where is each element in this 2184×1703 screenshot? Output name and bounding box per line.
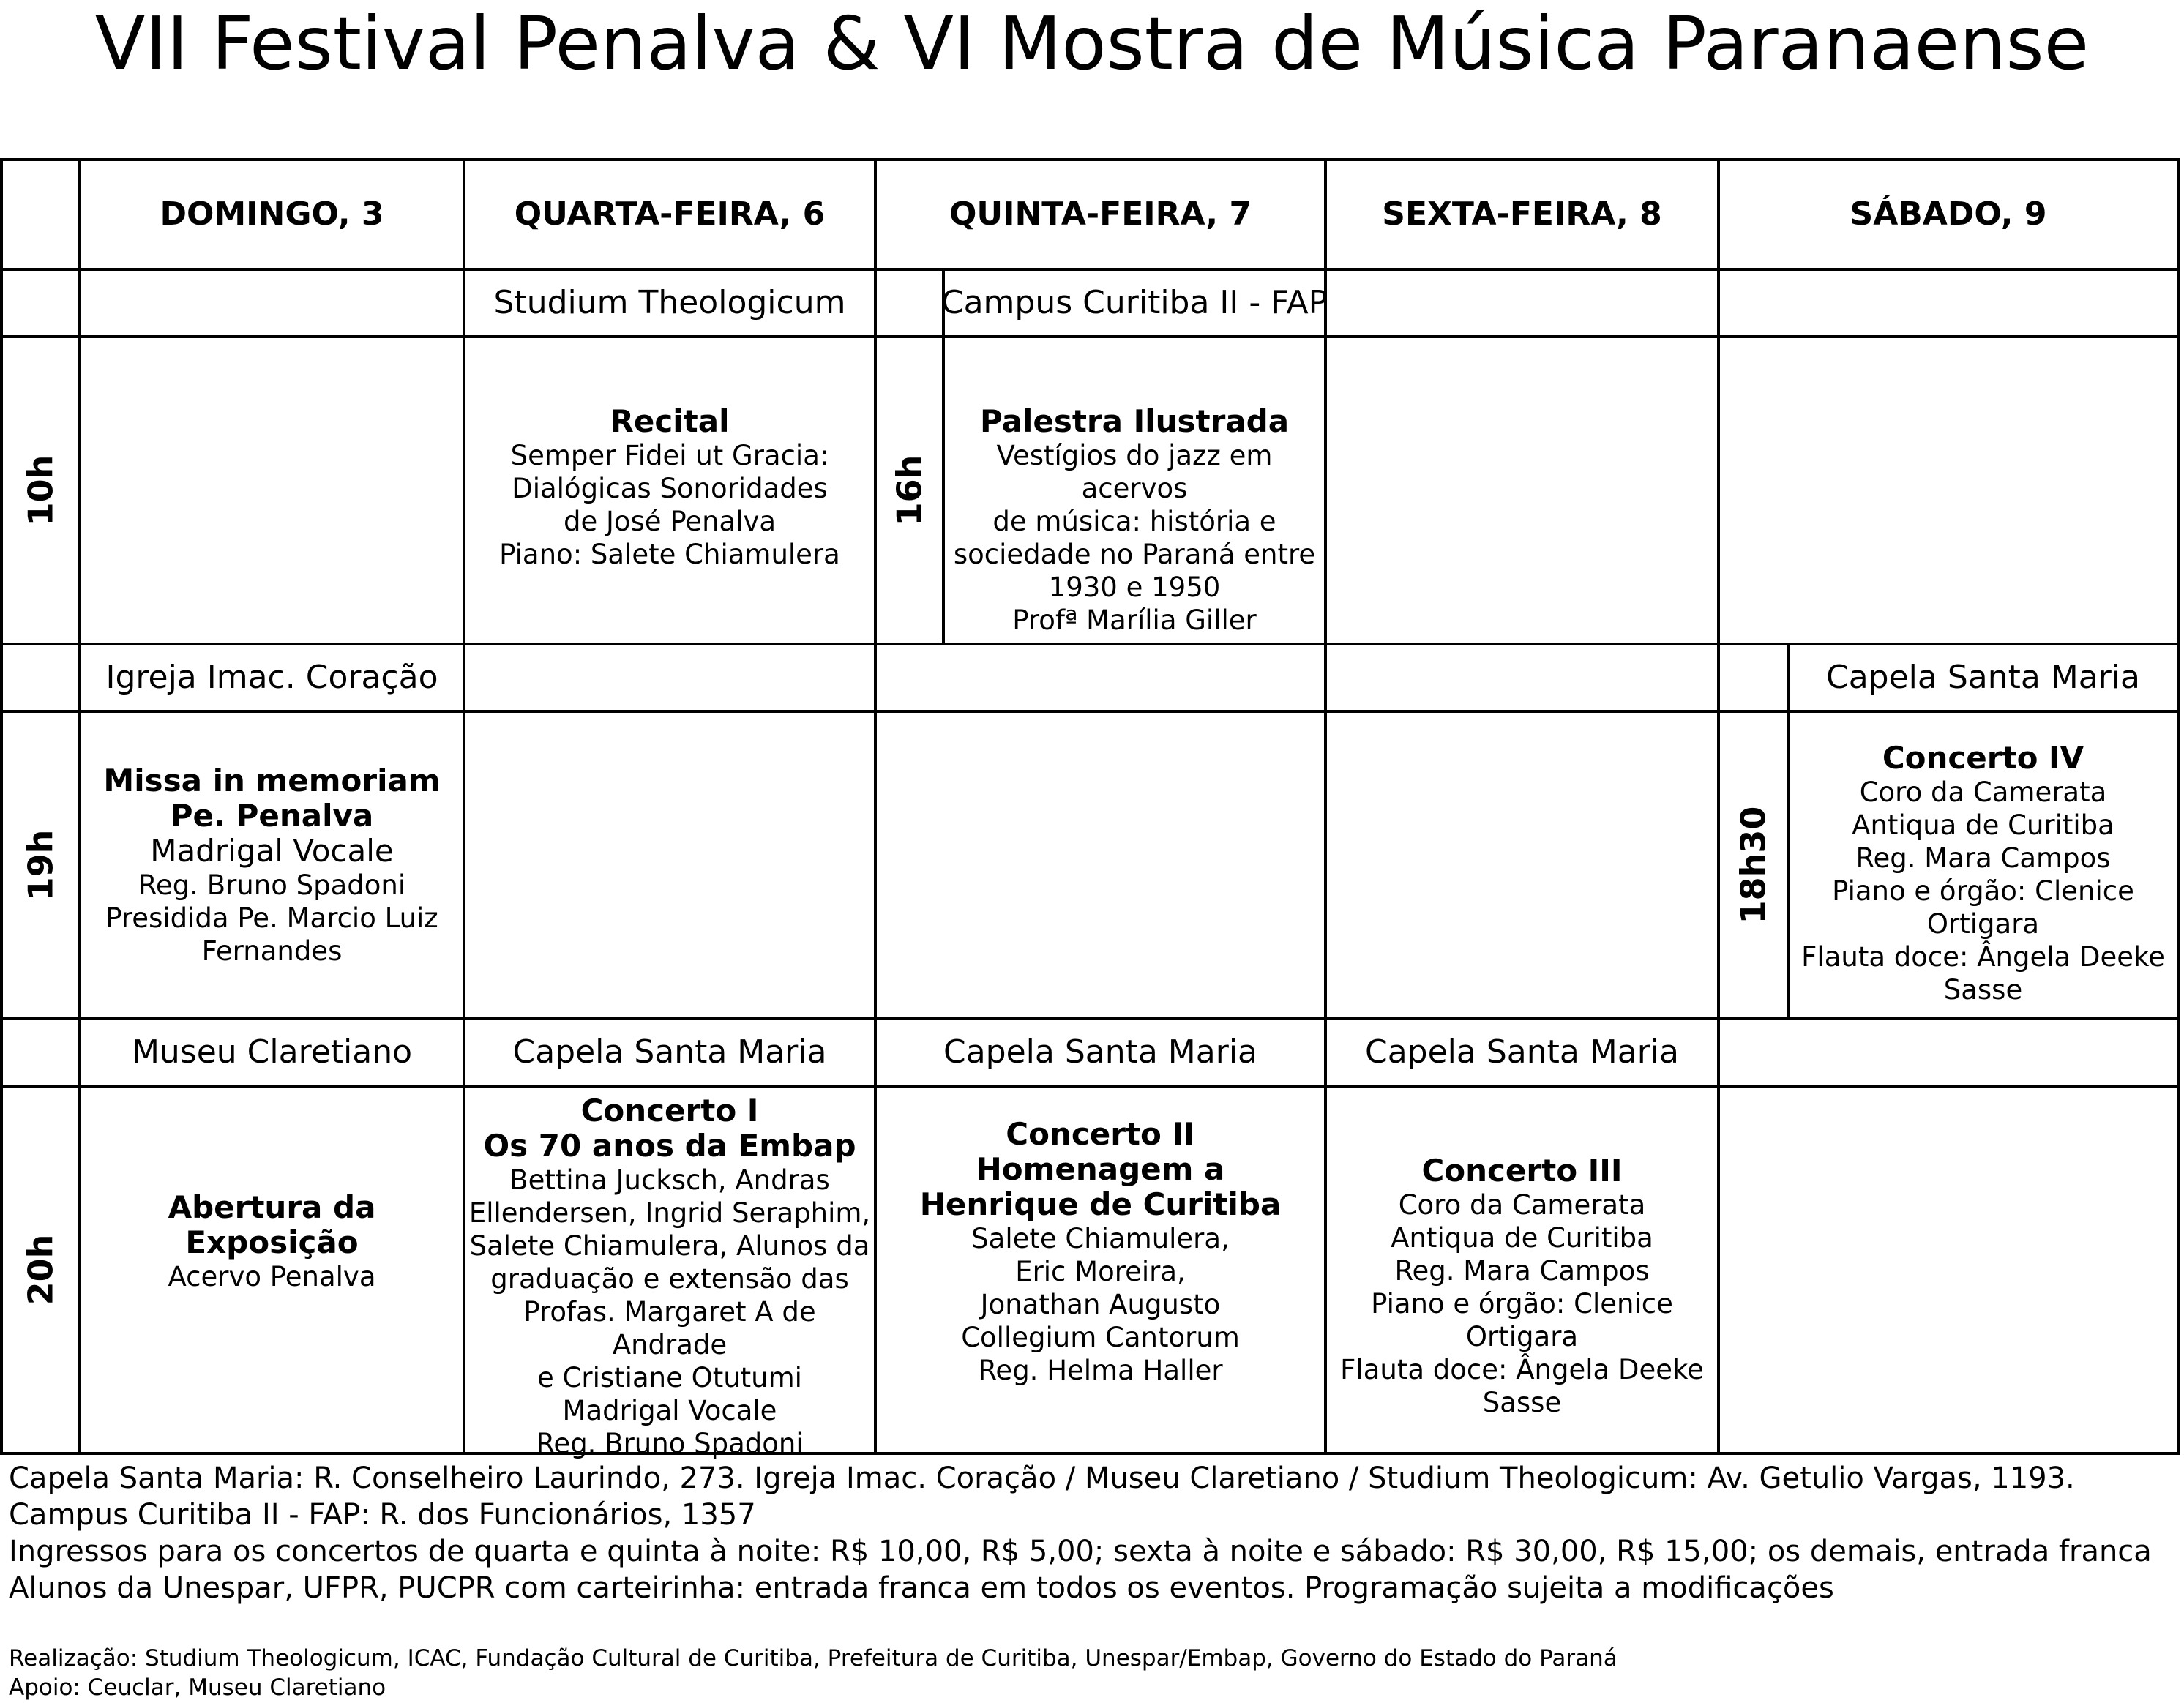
event-palestra [943,337,1325,644]
event-line: Bettina Jucksch, Andras [509,1164,830,1196]
venue-campus-fap: Campus Curitiba II - FAP [940,284,1328,321]
event-line: Piano e órgão: Clenice Ortigara [1832,875,2134,940]
event-line: Presidida Pe. Marcio Luiz [105,902,438,934]
event-line: graduação e extensão das [490,1263,849,1295]
event-line: Dialógicas Sonoridades [512,473,828,504]
venue-capela-santa-maria-fri: Capela Santa Maria [1364,1033,1680,1071]
event-line: Reg. Bruno Spadoni [536,1428,804,1459]
day-header-sabado: SÁBADO, 9 [1850,195,2047,233]
venue-igreja-imac-coracao: Igreja Imac. Coração [105,659,438,696]
venue-studium-theologicum: Studium Theologicum [493,284,846,321]
event-line: Reg. Mara Campos [1394,1255,1650,1287]
event-line: Semper Fidei ut Gracia: [510,440,829,471]
event-line: 1930 e 1950 [1048,572,1221,603]
event-concerto-ii [875,1086,1325,1453]
event-line: Collegium Cantorum [961,1322,1240,1353]
event-line: Piano: Salete Chiamulera [499,539,840,570]
credit-realizacao: Realização: Studium Theologicum, ICAC, Fundação Cultural de Curitiba, Prefeitura de Curitiba, Unespar/Embap, Governo do Estado do Paraná [9,1645,1618,1672]
event-title: Os 70 anos da Embap [483,1128,856,1164]
event-line: Eric Moreira, [1015,1256,1186,1287]
note-tickets: Ingressos para os concertos de quarta e quinta à noite: R$ 10,00, R$ 5,00; sexta à noite e sábado: R$ 30,00, R$ 15,00; os demais, entrada franca [9,1535,2152,1568]
event-title: Concerto II [1006,1116,1195,1152]
venue-capela-santa-maria-thu: Capela Santa Maria [943,1033,1258,1071]
event-line: Jonathan Augusto [980,1289,1221,1320]
event-title: Concerto IV [1882,740,2084,776]
note-addresses: Capela Santa Maria: R. Conselheiro Laurindo, 273. Igreja Imac. Coração / Museu Claretiano / Studium Theologicum: Av. Getulio Vargas, 1193. [9,1461,2075,1495]
event-line: Salete Chiamulera, [971,1223,1230,1254]
event-line: Acervo Penalva [168,1261,376,1292]
event-line: Reg. Mara Campos [1855,842,2111,874]
time-label-20h: 20h [20,1234,61,1306]
event-missa [80,711,464,1019]
venue-capela-santa-maria-sat: Capela Santa Maria [1825,659,2141,696]
venue-capela-santa-maria-wed: Capela Santa Maria [512,1033,827,1071]
event-title: Concerto I [580,1093,759,1129]
event-recital [464,337,875,644]
event-line: Reg. Bruno Spadoni [138,869,406,901]
credit-apoio: Apoio: Ceuclar, Museu Claretiano [9,1674,386,1701]
event-line: Ellendersen, Ingrid Seraphim, [468,1197,871,1229]
event-line: Antiqua de Curitiba [1391,1222,1653,1254]
event-title: Pe. Penalva [170,797,374,834]
footer-credits [9,1644,2175,1702]
event-line: Coro da Camerata [1859,776,2107,808]
event-title: Exposição [185,1224,359,1260]
event-concerto-i [464,1086,875,1459]
time-label-16h: 16h [889,454,930,526]
event-line: Profas. Margaret A de Andrade [523,1296,816,1360]
event-line: Reg. Helma Haller [978,1355,1223,1386]
footer-notes [9,1460,2175,1606]
event-line: Vestígios do jazz em acervos [996,440,1273,504]
event-title: Recital [610,403,730,439]
event-concerto-iii [1325,1086,1719,1453]
event-line: e Cristiane Otutumi [537,1362,802,1393]
day-header-domingo: DOMINGO, 3 [160,195,384,233]
event-line: sociedade no Paraná entre [953,539,1316,570]
time-label-18h30: 18h30 [1733,806,1773,924]
event-concerto-iv [1788,711,2178,1019]
event-title: Homenagem a [976,1151,1225,1187]
event-abertura [80,1086,464,1453]
event-title: Abertura da [168,1189,376,1225]
time-label-19h: 19h [20,829,61,901]
note-fap-address: Campus Curitiba II - FAP: R. dos Funcionários, 1357 [9,1498,756,1532]
event-title: Missa in memoriam [103,762,441,798]
day-header-quinta: QUINTA-FEIRA, 7 [949,195,1252,233]
event-title: Palestra Ilustrada [979,403,1290,439]
event-title: Henrique de Curitiba [919,1186,1282,1222]
event-line: Fernandes [201,935,343,967]
event-subtitle: Madrigal Vocale [150,832,394,869]
event-line: Antiqua de Curitiba [1852,809,2114,841]
venue-museu-claretiano: Museu Claretiano [131,1033,413,1071]
note-students: Alunos da Unespar, UFPR, PUCPR com carteirinha: entrada franca em todos os eventos. Programação sujeita a modificações [9,1571,1834,1605]
event-line: Madrigal Vocale [562,1395,777,1426]
event-line: Coro da Camerata [1398,1189,1646,1221]
event-line: Sasse [1943,974,2023,1006]
day-header-quarta: QUARTA-FEIRA, 6 [514,195,826,233]
page-title: VII Festival Penalva & VI Mostra de Música Paranaense [94,1,2090,86]
event-line: Flauta doce: Ângela Deeke [1801,941,2165,973]
event-line: Flauta doce: Ângela Deeke [1340,1354,1704,1385]
time-label-10h: 10h [20,454,61,526]
event-title: Concerto III [1421,1153,1623,1189]
event-line: de música: história e [992,506,1276,537]
event-line: Sasse [1482,1387,1562,1418]
event-line: Salete Chiamulera, Alunos da [469,1230,870,1262]
event-line: de José Penalva [563,506,777,537]
day-header-sexta: SEXTA-FEIRA, 8 [1382,195,1662,233]
event-line: Piano e órgão: Clenice Ortigara [1371,1288,1673,1352]
event-line: Profª Marília Giller [1012,605,1257,636]
